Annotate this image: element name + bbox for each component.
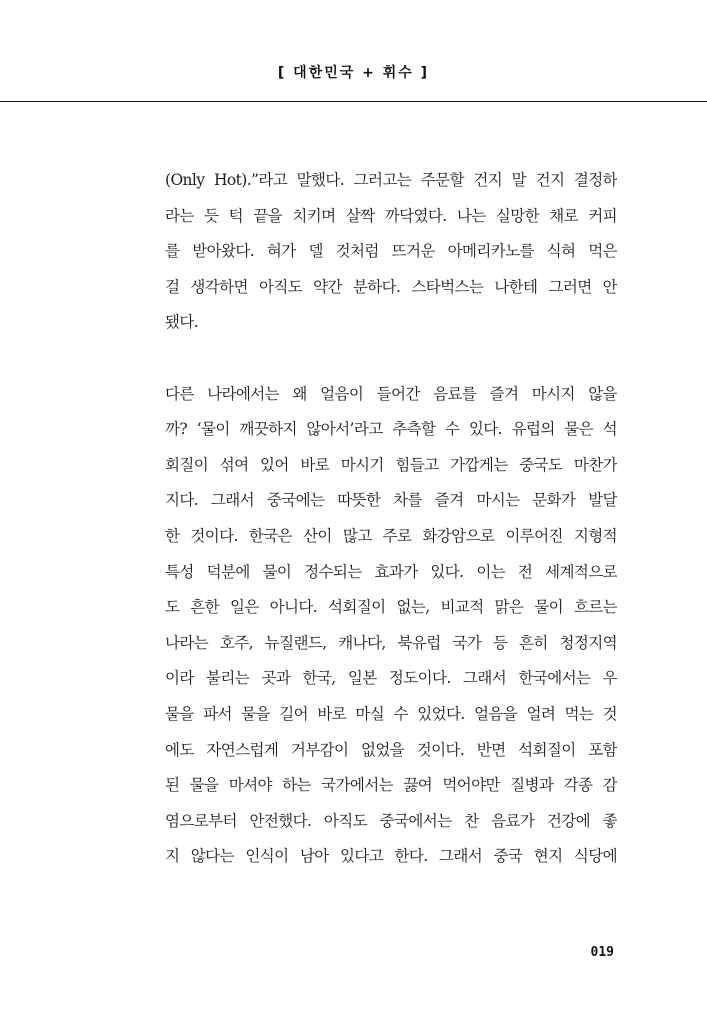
text-line: 물을 파서 물을 길어 바로 마실 수 있었다. 얼음을 얼려 먹는 것: [165, 704, 617, 723]
text-line: 지다. 그래서 중국에는 따뜻한 차를 즐겨 마시는 문화가 발달: [165, 491, 617, 510]
paragraph: [165, 377, 617, 875]
chapter-title: [ 대한민국 + 휘수 ]: [277, 65, 430, 81]
text-line: 특성 덕분에 물이 정수되는 효과가 있다. 이는 전 세계적으로: [165, 562, 617, 581]
text-line: 까? ‘물이 깨끗하지 않아서’라고 추측할 수 있다. 유럽의 물은 석: [165, 420, 617, 439]
running-header: [0, 58, 707, 88]
text-line: 지 않다는 인식이 남아 있다고 한다. 그래서 중국 현지 식당에: [165, 847, 617, 866]
header-rule: [0, 101, 707, 102]
paragraph: [165, 163, 617, 341]
text-line: (Only Hot).”라고 말했다. 그러고는 주문할 건지 말 건지 결정하: [165, 171, 617, 189]
text-line: 나라는 호주, 뉴질랜드, 캐나다, 북유럽 국가 등 흔히 청정지역: [165, 633, 617, 652]
text-line: 도 흔한 일은 아니다. 석회질이 없는, 비교적 맑은 물이 흐르는: [165, 598, 617, 617]
text-line: 됐다.: [165, 313, 199, 332]
text-line: 회질이 섞여 있어 바로 마시기 힘들고 가깝게는 중국도 마찬가: [165, 455, 617, 474]
page-number: 019: [590, 945, 614, 960]
paragraph-gap: [165, 341, 617, 377]
text-line: 한 것이다. 한국은 산이 많고 주로 화강암으로 이루어진 지형적: [165, 526, 617, 545]
text-line: 된 물을 마셔야 하는 국가에서는 끓여 먹어야만 질병과 각종 감: [165, 776, 617, 795]
text-line: 라는 듯 턱 끝을 치키며 살짝 까닥였다. 나는 실망한 채로 커피: [165, 206, 617, 225]
text-line: 다른 나라에서는 왜 얼음이 들어간 음료를 즐겨 마시지 않을: [165, 384, 617, 403]
text-line: 에도 자연스럽게 거부감이 없었을 것이다. 반면 석회질이 포함: [165, 740, 617, 759]
text-line: 를 받아왔다. 혀가 델 것처럼 뜨거운 아메리카노를 식혀 먹은: [165, 242, 617, 261]
text-line: 이라 불리는 곳과 한국, 일본 정도이다. 그래서 한국에서는 우: [165, 669, 617, 688]
text-line: 걸 생각하면 아직도 약간 분하다. 스타벅스는 나한테 그러면 안: [165, 277, 617, 296]
body-text: [165, 163, 617, 875]
text-line: 염으로부터 안전했다. 아직도 중국에서는 찬 음료가 건강에 좋: [165, 811, 617, 830]
